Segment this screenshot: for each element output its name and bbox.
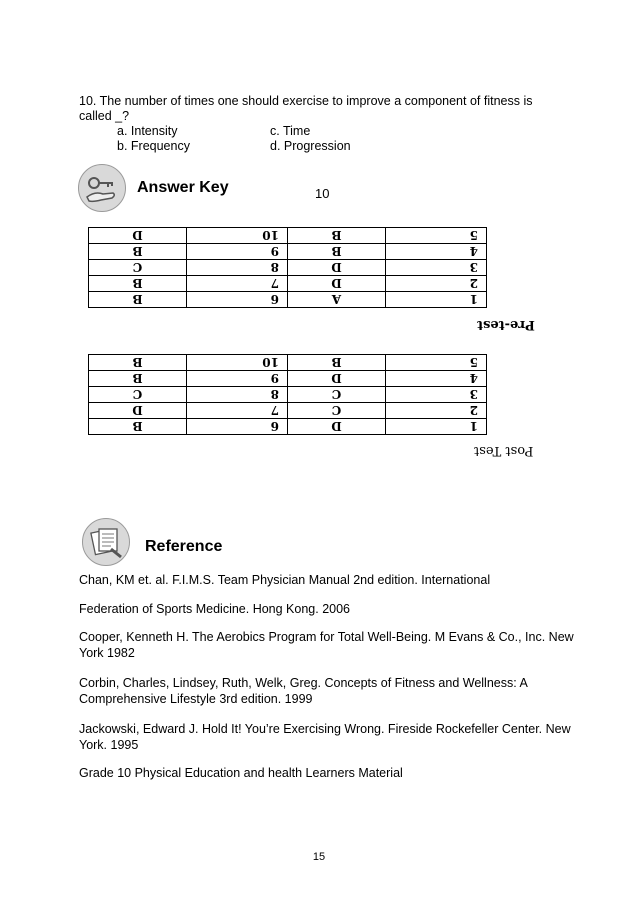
table-row: [89, 387, 487, 403]
table-row: [89, 419, 487, 435]
option-d: d. Progression: [270, 139, 351, 153]
item-number: 1: [386, 292, 487, 308]
reference-item: Grade 10 Physical Education and health Learners Material: [79, 766, 403, 780]
table-row: [89, 371, 487, 387]
item-answer: B: [89, 419, 187, 435]
reference-item: Jackowski, Edward J. Hold It! You’re Exercising Wrong. Fireside Rockefeller Center. New York. 1995: [79, 722, 571, 752]
item-answer: B: [288, 228, 386, 244]
item-number: 7: [187, 276, 288, 292]
item-number: 5: [386, 355, 487, 371]
posttest-label: Post Test: [474, 443, 534, 458]
item-number: 10: [187, 355, 288, 371]
item-number: 7: [187, 403, 288, 419]
item-answer: B: [89, 244, 187, 260]
item-answer: B: [89, 292, 187, 308]
item-answer: D: [89, 403, 187, 419]
item-answer: D: [89, 228, 187, 244]
grade-label: 10: [315, 186, 330, 201]
option-b: b. Frequency: [117, 139, 190, 153]
item-number: 4: [386, 244, 487, 260]
option-c: c. Time: [270, 124, 311, 138]
question-10: 10. The number of times one should exercise to improve a component of fitness is called _?: [79, 94, 533, 123]
pretest-label: Pre-test: [477, 317, 535, 332]
item-answer: D: [288, 276, 386, 292]
item-number: 5: [386, 228, 487, 244]
item-answer: B: [288, 244, 386, 260]
table-row: [89, 276, 487, 292]
option-a: a. Intensity: [117, 124, 178, 138]
item-number: 3: [386, 260, 487, 276]
table-row: [89, 244, 487, 260]
item-number: 1: [386, 419, 487, 435]
table-row: [89, 403, 487, 419]
item-answer: B: [89, 371, 187, 387]
item-number: 6: [187, 292, 288, 308]
reference-item: Cooper, Kenneth H. The Aerobics Program for Total Well-Being. M Evans & Co., Inc. New York 1982: [79, 630, 574, 660]
item-answer: B: [89, 355, 187, 371]
item-number: 9: [187, 371, 288, 387]
table-row: [89, 228, 487, 244]
reference-item: Corbin, Charles, Lindsey, Ruth, Welk, Greg. Concepts of Fitness and Wellness: A Comprehensive Lifestyle 3rd edition. 1999: [79, 676, 528, 706]
item-number: 4: [386, 371, 487, 387]
item-number: 8: [187, 387, 288, 403]
page-number: 15: [312, 851, 326, 863]
item-answer: C: [288, 387, 386, 403]
key-hand-icon: [78, 164, 126, 212]
table-row: [89, 292, 487, 308]
item-answer: C: [89, 260, 187, 276]
item-answer: C: [89, 387, 187, 403]
item-answer: C: [288, 403, 386, 419]
reference-item: Chan, KM et. al. F.I.M.S. Team Physician Manual 2nd edition. International: [79, 573, 491, 587]
item-answer: D: [288, 260, 386, 276]
item-number: 6: [187, 419, 288, 435]
item-number: 9: [187, 244, 288, 260]
pretest-table: [88, 227, 487, 308]
item-number: 3: [386, 387, 487, 403]
table-row: [89, 260, 487, 276]
table-row: [89, 355, 487, 371]
item-number: 10: [187, 228, 288, 244]
item-answer: B: [288, 355, 386, 371]
answer-key-title: Answer Key: [137, 179, 229, 196]
item-answer: A: [288, 292, 386, 308]
item-answer: D: [288, 419, 386, 435]
reference-title: Reference: [145, 538, 223, 555]
documents-icon: [82, 518, 130, 566]
posttest-table: [88, 354, 487, 435]
reference-item: Federation of Sports Medicine. Hong Kong. 2006: [79, 602, 351, 616]
item-number: 2: [386, 403, 487, 419]
item-answer: B: [89, 276, 187, 292]
item-answer: D: [288, 371, 386, 387]
item-number: 8: [187, 260, 288, 276]
item-number: 2: [386, 276, 487, 292]
